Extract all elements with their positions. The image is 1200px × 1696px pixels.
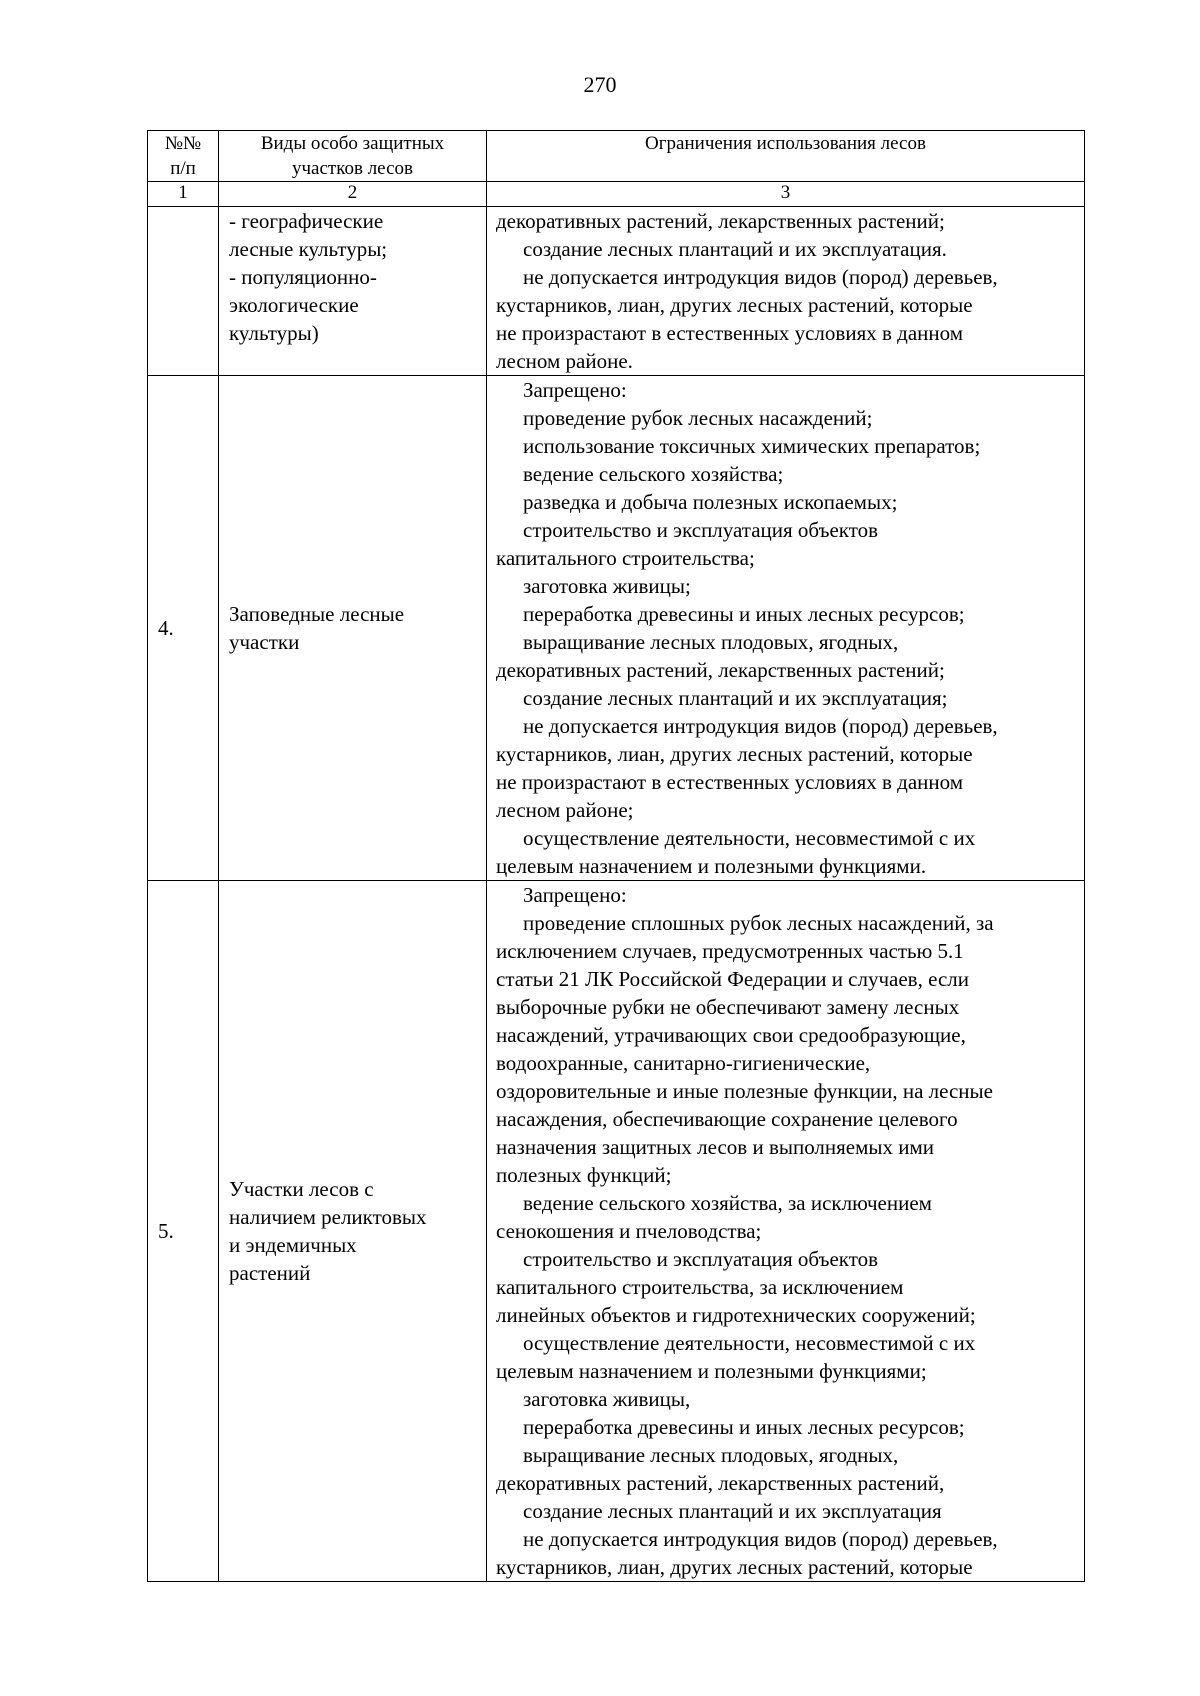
row-restrictions xyxy=(487,881,1085,1582)
restriction-line: капитального строительства; xyxy=(496,546,755,570)
restriction-line: строительство и эксплуатация объектов xyxy=(523,518,879,542)
restriction-line: не допускается интродукция видов (пород) деревьев, xyxy=(523,1527,998,1551)
restriction-line: заготовка живицы; xyxy=(523,574,691,598)
header-text: №№ xyxy=(164,133,202,154)
restriction-line: водоохранные, санитарно-гигиенические, xyxy=(496,1051,871,1075)
row-name-line: Заповедные лесные xyxy=(229,602,405,626)
row-name xyxy=(219,376,487,881)
column-number: 1 xyxy=(148,182,219,207)
row-name-line: культуры) xyxy=(229,321,319,345)
table-header-row xyxy=(148,131,1085,182)
restriction-line: насаждений, утрачивающих свои средообразующие, xyxy=(496,1023,966,1047)
restriction-line: кустарников, лиан, других лесных растений, которые xyxy=(496,1555,973,1579)
restriction-line: декоративных растений, лекарственных растений; xyxy=(496,209,945,233)
column-number-row xyxy=(148,182,1085,207)
restriction-line: насаждения, обеспечивающие сохранение целевого xyxy=(496,1107,958,1131)
restriction-line: создание лесных плантаций и их эксплуатация xyxy=(523,1499,942,1523)
restriction-line: осуществление деятельности, несовместимой с их xyxy=(523,1331,976,1355)
header-cell-restrictions xyxy=(487,131,1085,182)
restriction-line: создание лесных плантаций и их эксплуатация. xyxy=(523,237,947,261)
restriction-line: исключением случаев, предусмотренных частью 5.1 xyxy=(496,939,964,963)
header-text: участков лесов xyxy=(291,158,413,179)
restriction-line: использование токсичных химических препаратов; xyxy=(523,434,981,458)
restriction-line: выращивание лесных плодовых, ягодных, xyxy=(523,1443,899,1467)
column-number: 2 xyxy=(219,182,487,207)
header-cell-number xyxy=(148,131,219,182)
column-number: 3 xyxy=(487,182,1085,207)
restriction-line: Запрещено: xyxy=(523,378,627,402)
restriction-line: статьи 21 ЛК Российской Федерации и случаев, если xyxy=(496,967,969,991)
restriction-line: не произрастают в естественных условиях в данном xyxy=(496,321,964,345)
restriction-line: создание лесных плантаций и их эксплуатация; xyxy=(523,686,948,710)
row-name-line: участки xyxy=(229,630,300,654)
restriction-line: переработка древесины и иных лесных ресурсов; xyxy=(523,602,965,626)
header-text: Ограничения использования лесов xyxy=(645,133,926,154)
restriction-line: кустарников, лиан, других лесных растений, которые xyxy=(496,293,973,317)
restriction-line: выборочные рубки не обеспечивают замену лесных xyxy=(496,995,960,1019)
restriction-line: кустарников, лиан, других лесных растений, которые xyxy=(496,742,973,766)
restriction-line: целевым назначением и полезными функциями; xyxy=(496,1359,927,1383)
row-name xyxy=(219,207,487,376)
restriction-line: линейных объектов и гидротехнических сооружений; xyxy=(496,1303,976,1327)
row-name-line: Участки лесов с xyxy=(229,1177,374,1201)
row-number xyxy=(148,207,219,376)
table-row xyxy=(148,376,1085,881)
restriction-line: Запрещено: xyxy=(523,883,627,907)
row-restrictions xyxy=(487,207,1085,376)
restriction-line: разведка и добыча полезных ископаемых; xyxy=(523,490,898,514)
row-number: 4. xyxy=(148,376,219,881)
header-text: Виды особо защитных xyxy=(260,133,445,154)
restriction-line: декоративных растений, лекарственных растений; xyxy=(496,658,945,682)
restriction-line: оздоровительные и иные полезные функции, на лесные xyxy=(496,1079,993,1103)
table-row xyxy=(148,207,1085,376)
restriction-line: осуществление деятельности, несовместимой с их xyxy=(523,826,976,850)
restriction-line: лесном районе; xyxy=(496,798,634,822)
restriction-line: назначения защитных лесов и выполняемых ими xyxy=(496,1135,935,1159)
page-number: 270 xyxy=(583,72,617,97)
restriction-line: полезных функций; xyxy=(496,1163,672,1187)
row-name xyxy=(219,881,487,1582)
restriction-line: лесном районе. xyxy=(496,349,633,373)
row-name-line: лесные культуры; xyxy=(229,237,388,261)
row-restrictions xyxy=(487,376,1085,881)
restriction-line: проведение сплошных рубок лесных насаждений, за xyxy=(523,911,994,935)
restriction-line: целевым назначением и полезными функциями. xyxy=(496,854,927,878)
forest-restrictions-table xyxy=(147,130,1085,1582)
header-cell-type xyxy=(219,131,487,182)
row-name-line: - географические xyxy=(229,209,384,233)
restriction-line: проведение рубок лесных насаждений; xyxy=(523,406,873,430)
restriction-line: не произрастают в естественных условиях в данном xyxy=(496,770,964,794)
row-name-line: наличием реликтовых xyxy=(229,1205,427,1229)
restriction-line: декоративных растений, лекарственных растений, xyxy=(496,1471,945,1495)
row-number: 5. xyxy=(148,881,219,1582)
restriction-line: строительство и эксплуатация объектов xyxy=(523,1247,879,1271)
row-name-line: растений xyxy=(229,1261,311,1285)
restriction-line: не допускается интродукция видов (пород) деревьев, xyxy=(523,714,998,738)
row-name-line: экологические xyxy=(229,293,359,317)
restriction-line: ведение сельского хозяйства, за исключением xyxy=(523,1191,932,1215)
restriction-line: заготовка живицы, xyxy=(523,1387,691,1411)
restriction-line: капитального строительства, за исключением xyxy=(496,1275,904,1299)
row-name-line: и эндемичных xyxy=(229,1233,357,1257)
header-text: п/п xyxy=(170,158,196,179)
restriction-line: переработка древесины и иных лесных ресурсов; xyxy=(523,1415,965,1439)
restriction-line: сенокошения и пчеловодства; xyxy=(496,1219,762,1243)
restriction-line: ведение сельского хозяйства; xyxy=(523,462,784,486)
row-name-line: - популяционно- xyxy=(229,265,377,289)
table-row xyxy=(148,881,1085,1582)
restriction-line: выращивание лесных плодовых, ягодных, xyxy=(523,630,899,654)
restriction-line: не допускается интродукция видов (пород) деревьев, xyxy=(523,265,998,289)
